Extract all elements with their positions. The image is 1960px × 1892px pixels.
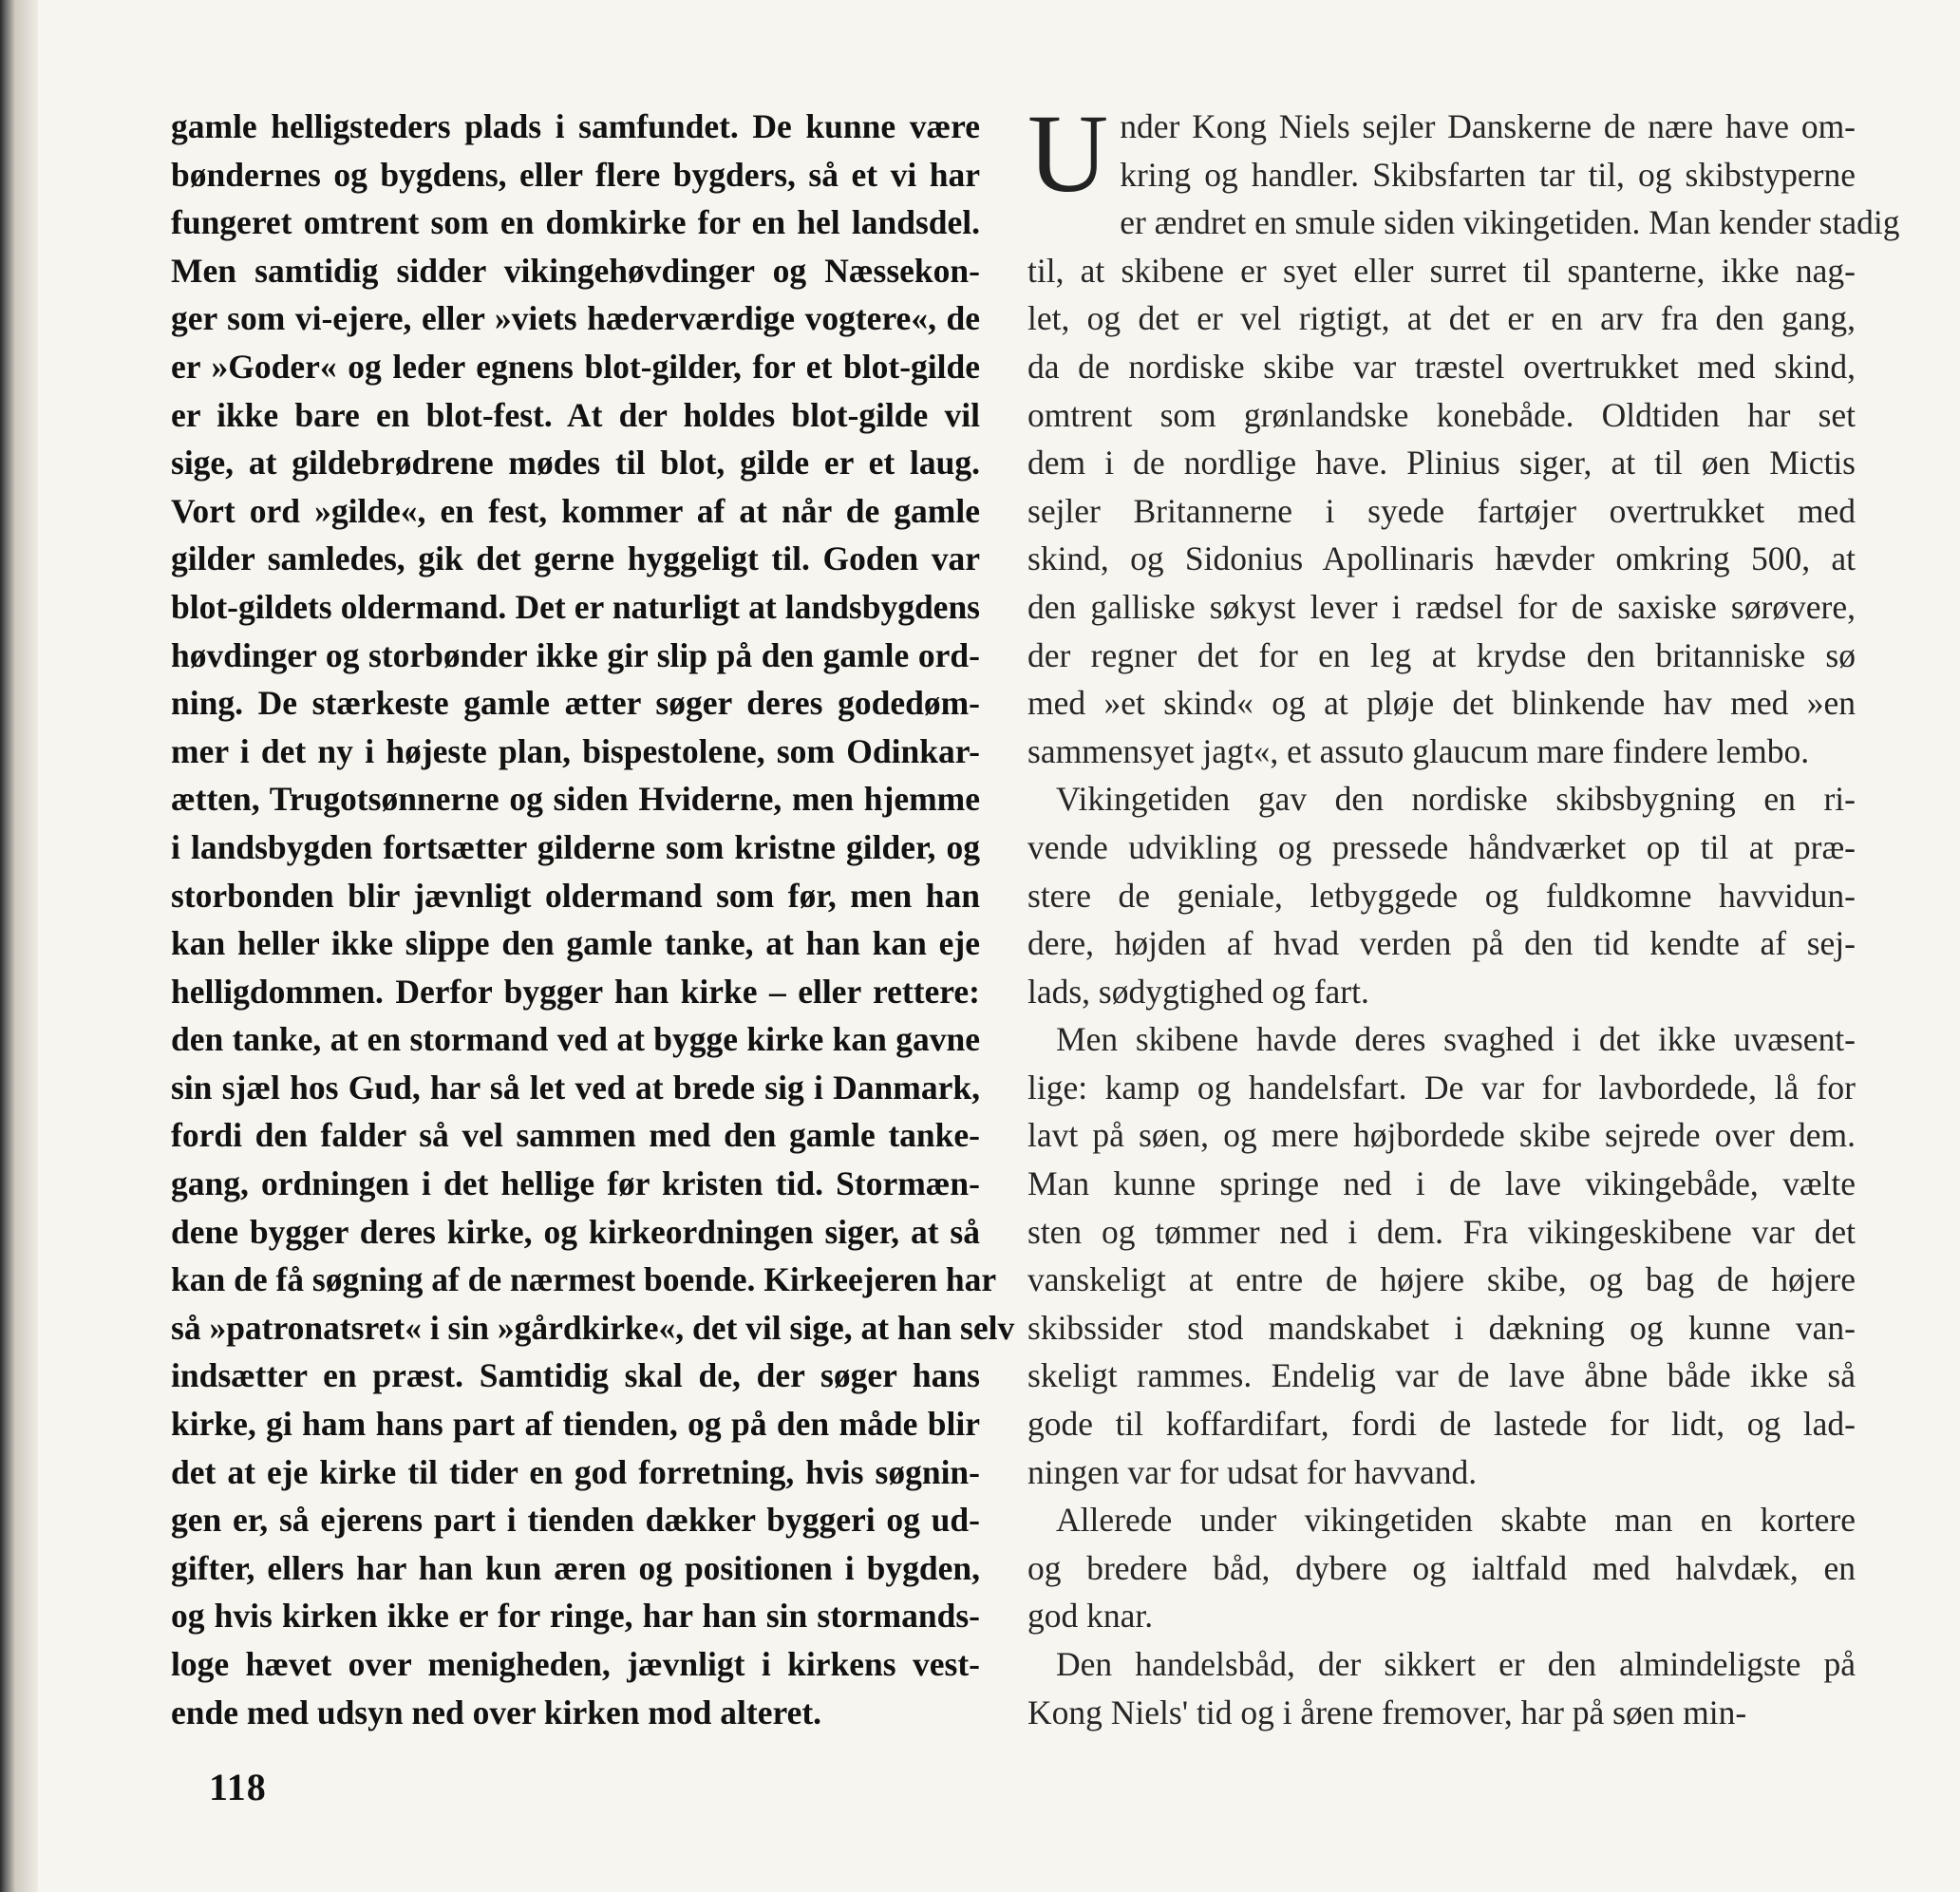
text-line: kirke, gi ham hans part af tienden, og på den måde blir (171, 1405, 980, 1444)
text-line: sin sjæl hos Gud, har så let ved at brede sig i Danmark, (171, 1068, 980, 1107)
text-line: sige, at gildebrødrene mødes til blot, gilde er et laug. (171, 444, 980, 482)
text-line: stere de geniale, letbyggede og fuldkomne havvidun- (1027, 876, 1856, 915)
paragraph-5 (1027, 1640, 1856, 1736)
text-line: kan heller ikke slippe den gamle tanke, at han kan eje (171, 924, 980, 963)
text-line: Allerede under vikingetiden skabte man en kortere (1056, 1501, 1856, 1540)
text-line: blot-gildets oldermand. Det er naturligt at landsbygdens (171, 587, 980, 626)
text-line: ende med udsyn ned over kirken mod alteret. (171, 1693, 822, 1731)
text-line: sten og tømmer ned i dem. Fra vikingeskibene var det (1027, 1212, 1856, 1251)
text-line: og hvis kirken ikke er for ringe, har han sin stormands- (171, 1597, 980, 1636)
text-line: dere, højden af hvad verden på den tid kendte af sej- (1027, 924, 1856, 963)
paragraph-4 (1027, 1496, 1856, 1640)
text-line: vanskeligt at entre de højere skibe, og bag de højere (1027, 1260, 1856, 1299)
text-line: lavt på søen, og mere højbordede skibe sejrede over dem. (1027, 1116, 1856, 1155)
text-line: storbonden blir jævnligt oldermand som før, men han (171, 876, 980, 915)
text-line: det at eje kirke til tider en god forretning, hvis søgnin- (171, 1452, 980, 1491)
text-line: kring og handler. Skibsfarten tar til, og skibstyperne (1120, 155, 1856, 194)
text-line: Man kunne springe ned i de lave vikingebåde, vælte (1027, 1164, 1856, 1203)
text-line: så »patronatsret« i sin »gårdkirke«, det vil sige, at han selv (171, 1308, 1015, 1347)
text-line: gode til koffardifart, fordi de lastede for lidt, og lad- (1027, 1405, 1856, 1444)
paragraph-3 (1027, 1015, 1856, 1496)
text-line: gifter, ellers har han kun æren og positionen i bygden, (171, 1548, 980, 1587)
text-line: da de nordiske skibe var træstel overtrukket med skind, (1027, 347, 1856, 386)
paragraph-1 (1027, 91, 1900, 775)
text-line: lige: kamp og handelsfart. De var for lavbordede, lå for (1027, 1068, 1856, 1107)
right-text-column (1027, 91, 1900, 1736)
text-line: høvdinger og storbønder ikke gir slip på den gamle ord- (171, 635, 980, 674)
text-line: der regner det for en leg at krydse den britanniske sø (1027, 635, 1856, 674)
text-line: ætten, Trugotsønnerne og siden Hviderne, men hjemme (171, 780, 980, 819)
text-line: ger som vi-ejere, eller »viets hæderværdige vogtere«, de (171, 299, 980, 338)
text-line: med »et skind« og at pløje det blinkende hav med »en (1027, 684, 1856, 723)
text-line: lads, sødygtighed og fart. (1027, 972, 1369, 1011)
text-line: dem i de nordlige have. Plinius siger, at til øen Mictis (1027, 444, 1856, 482)
text-line: god knar. (1027, 1597, 1154, 1636)
text-line: den galliske søkyst lever i rædsel for de saxiske sørøvere, (1027, 587, 1856, 626)
text-line: sejler Britannerne i syede fartøjer overtrukket med (1027, 491, 1856, 530)
paragraph-2 (1027, 775, 1856, 1015)
text-line: er ikke bare en blot-fest. At der holdes blot-gilde vil (171, 395, 980, 434)
text-line: gen er, så ejerens part i tienden dækker byggeri og ud- (171, 1501, 980, 1540)
text-line: er »Goder« og leder egnens blot-gilder, for et blot-gilde (171, 347, 980, 386)
text-line: bøndernes og bygdens, eller flere bygders, så et vi har (171, 155, 980, 194)
text-line: vende udvikling og pressede håndværket op til at præ- (1027, 827, 1856, 866)
text-line: Vort ord »gilde«, en fest, kommer af at når de gamle (171, 491, 980, 530)
text-line: indsætter en præst. Samtidig skal de, der søger hans (171, 1356, 980, 1395)
text-line: Men skibene havde deres svaghed i det ikke uvæsent- (1056, 1020, 1856, 1059)
text-line: Vikingetiden gav den nordiske skibsbygning en ri- (1056, 780, 1856, 819)
book-spine-shadow (0, 0, 38, 1892)
text-line: fungeret omtrent som en domkirke for en hel landsdel. (171, 203, 980, 242)
drop-cap: U (1027, 91, 1109, 216)
text-line: sammensyet jagt«, et assuto glaucum mare findere lembo. (1027, 731, 1810, 770)
text-line: ningen var for udsat for havvand. (1027, 1452, 1478, 1491)
text-line: Kong Niels' tid og i årene fremover, har på søen min- (1027, 1693, 1747, 1731)
text-line: til, at skibene er syet eller surret til spanterne, ikke nag- (1027, 251, 1856, 290)
text-line: kan de få søgning af de nærmest boende. Kirkeejeren har (171, 1260, 997, 1299)
text-line: gilder samledes, gik det gerne hyggeligt til. Goden var (171, 539, 980, 578)
text-line: den tanke, at en stormand ved at bygge kirke kan gavne (171, 1020, 980, 1059)
text-line: gang, ordningen i det hellige før kristen tid. Stormæn- (171, 1164, 980, 1203)
text-line: Den handelsbåd, der sikkert er den almindeligste på (1056, 1645, 1856, 1683)
text-line: nder Kong Niels sejler Danskerne de nære have om- (1120, 107, 1856, 145)
text-line: mer i det ny i højeste plan, bispestolene, som Odinkar- (171, 731, 980, 770)
text-line: dene bygger deres kirke, og kirkeordningen siger, at så (171, 1212, 980, 1251)
text-line: helligdommen. Derfor bygger han kirke – eller rettere: (171, 972, 980, 1011)
text-line: loge hævet over menigheden, jævnligt i kirkens vest- (171, 1645, 980, 1683)
text-line: fordi den falder så vel sammen med den gamle tanke- (171, 1116, 980, 1155)
text-line: Men samtidig sidder vikingehøvdinger og Næssekon- (171, 251, 980, 290)
text-line: og bredere båd, dybere og ialtfald med halvdæk, en (1027, 1548, 1856, 1587)
text-line: let, og det er vel rigtigt, at det er en arv fra den gang, (1027, 299, 1856, 338)
text-line: omtrent som grønlandske konebåde. Oldtiden har set (1027, 395, 1856, 434)
text-line: skeligt rammes. Endelig var de lave åbne både ikke så (1027, 1356, 1856, 1395)
text-line: ning. De stærkeste gamle ætter søger deres godedøm- (171, 684, 980, 723)
text-line: i landsbygden fortsætter gilderne som kristne gilder, og (171, 827, 980, 866)
text-line: gamle helligsteders plads i samfundet. De kunne være (171, 107, 980, 145)
page-number: 118 (209, 1766, 267, 1808)
text-line: skind, og Sidonius Apollinaris hævder omkring 500, at (1027, 539, 1856, 578)
text-line: skibssider stod mandskabet i dækning og kunne van- (1027, 1308, 1856, 1347)
left-text-column (171, 103, 1015, 1736)
text-line: er ændret en smule siden vikingetiden. Man kender stadig (1120, 203, 1900, 242)
